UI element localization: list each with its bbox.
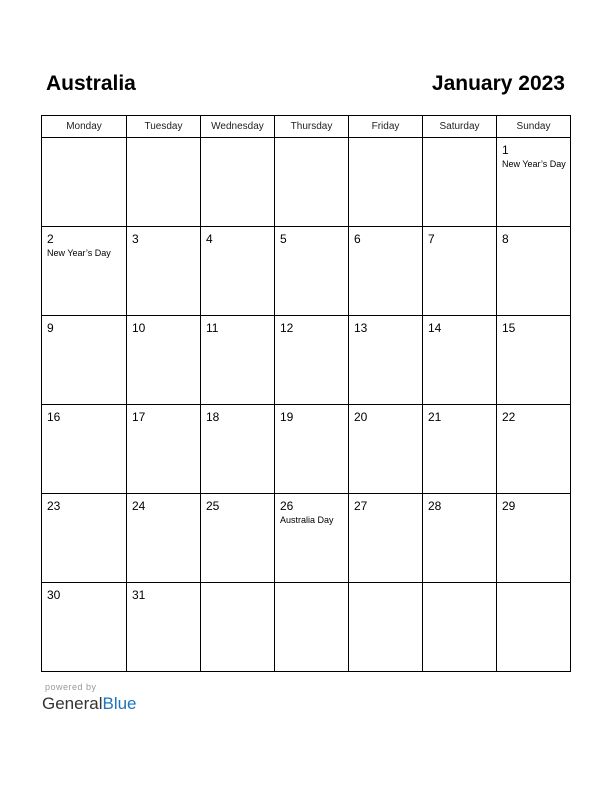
calendar-day-cell [497, 316, 571, 405]
day-number: 13 [354, 321, 368, 335]
day-number: 8 [502, 232, 509, 246]
calendar-day-cell [497, 227, 571, 316]
calendar-day-cell [497, 138, 571, 227]
weekday-header: Sunday [497, 116, 571, 138]
day-number: 7 [428, 232, 435, 246]
calendar-day-cell [423, 138, 497, 227]
calendar-day-cell [42, 583, 127, 672]
calendar-day-cell [275, 405, 349, 494]
day-number: 16 [47, 410, 61, 424]
holiday-label: Australia Day [280, 515, 334, 525]
calendar-day-cell [349, 583, 423, 672]
generalblue-logo [42, 693, 137, 715]
calendar-week-row [42, 494, 571, 583]
calendar-week-row [42, 316, 571, 405]
calendar-week-row [42, 583, 571, 672]
day-number: 6 [354, 232, 361, 246]
weekday-header: Tuesday [127, 116, 201, 138]
country-title: Australia [46, 72, 136, 95]
calendar-day-cell [275, 316, 349, 405]
calendar-day-cell [201, 227, 275, 316]
calendar-day-cell [349, 494, 423, 583]
weekday-header: Wednesday [201, 116, 275, 138]
day-number: 21 [428, 410, 442, 424]
day-number: 30 [47, 588, 61, 602]
calendar-day-cell [201, 583, 275, 672]
calendar-day-cell [127, 227, 201, 316]
calendar-day-cell [423, 316, 497, 405]
calendar-day-cell [201, 405, 275, 494]
day-number: 1 [502, 143, 509, 157]
day-number: 5 [280, 232, 287, 246]
weekday-header: Saturday [423, 116, 497, 138]
day-number: 17 [132, 410, 146, 424]
day-number: 2 [47, 232, 54, 246]
calendar-day-cell [201, 316, 275, 405]
month-year-title: January 2023 [431, 72, 565, 95]
day-number: 20 [354, 410, 368, 424]
day-number: 10 [132, 321, 146, 335]
calendar-day-cell [42, 138, 127, 227]
calendar-day-cell [127, 583, 201, 672]
calendar-day-cell [497, 494, 571, 583]
day-number: 11 [206, 321, 219, 335]
calendar-day-cell [275, 494, 349, 583]
calendar-day-cell [497, 405, 571, 494]
weekday-header: Thursday [275, 116, 349, 138]
calendar-day-cell [201, 494, 275, 583]
day-number: 15 [502, 321, 516, 335]
calendar-week-row [42, 227, 571, 316]
calendar-grid [41, 115, 571, 672]
calendar-day-cell [349, 405, 423, 494]
day-number: 14 [428, 321, 442, 335]
day-number: 3 [132, 232, 139, 246]
day-number: 31 [132, 588, 146, 602]
calendar-day-cell [423, 227, 497, 316]
day-number: 18 [206, 410, 220, 424]
day-number: 22 [502, 410, 516, 424]
day-number: 4 [206, 232, 213, 246]
calendar-day-cell [275, 227, 349, 316]
calendar-day-cell [42, 227, 127, 316]
day-number: 26 [280, 499, 294, 513]
calendar-body [42, 138, 571, 672]
calendar-day-cell [127, 138, 201, 227]
calendar-day-cell [349, 316, 423, 405]
day-number: 19 [280, 410, 294, 424]
brand-blue-text: Blue [102, 694, 137, 713]
day-number: 27 [354, 499, 368, 513]
day-number: 28 [428, 499, 442, 513]
weekday-header: Friday [349, 116, 423, 138]
day-number: 29 [502, 499, 516, 513]
holiday-label: New Year’s Day [502, 159, 566, 169]
calendar-day-cell [497, 583, 571, 672]
calendar-week-row [42, 405, 571, 494]
calendar-day-cell [42, 494, 127, 583]
brand-general-text: General [42, 694, 103, 713]
day-number: 9 [47, 321, 54, 335]
calendar-day-cell [127, 405, 201, 494]
day-number: 24 [132, 499, 146, 513]
day-number: 12 [280, 321, 294, 335]
weekday-header-row [42, 116, 571, 138]
calendar-day-cell [423, 494, 497, 583]
calendar-day-cell [275, 583, 349, 672]
calendar-day-cell [127, 494, 201, 583]
calendar-day-cell [349, 138, 423, 227]
calendar-day-cell [423, 583, 497, 672]
calendar-day-cell [42, 405, 127, 494]
weekday-header: Monday [42, 116, 127, 138]
day-number: 25 [206, 499, 220, 513]
calendar-day-cell [423, 405, 497, 494]
calendar-week-row [42, 138, 571, 227]
calendar-day-cell [127, 316, 201, 405]
calendar-day-cell [42, 316, 127, 405]
day-number: 23 [47, 499, 61, 513]
calendar-day-cell [275, 138, 349, 227]
calendar-day-cell [349, 227, 423, 316]
calendar-day-cell [201, 138, 275, 227]
powered-by-label: powered by [45, 682, 97, 692]
holiday-label: New Year’s Day [47, 248, 111, 258]
